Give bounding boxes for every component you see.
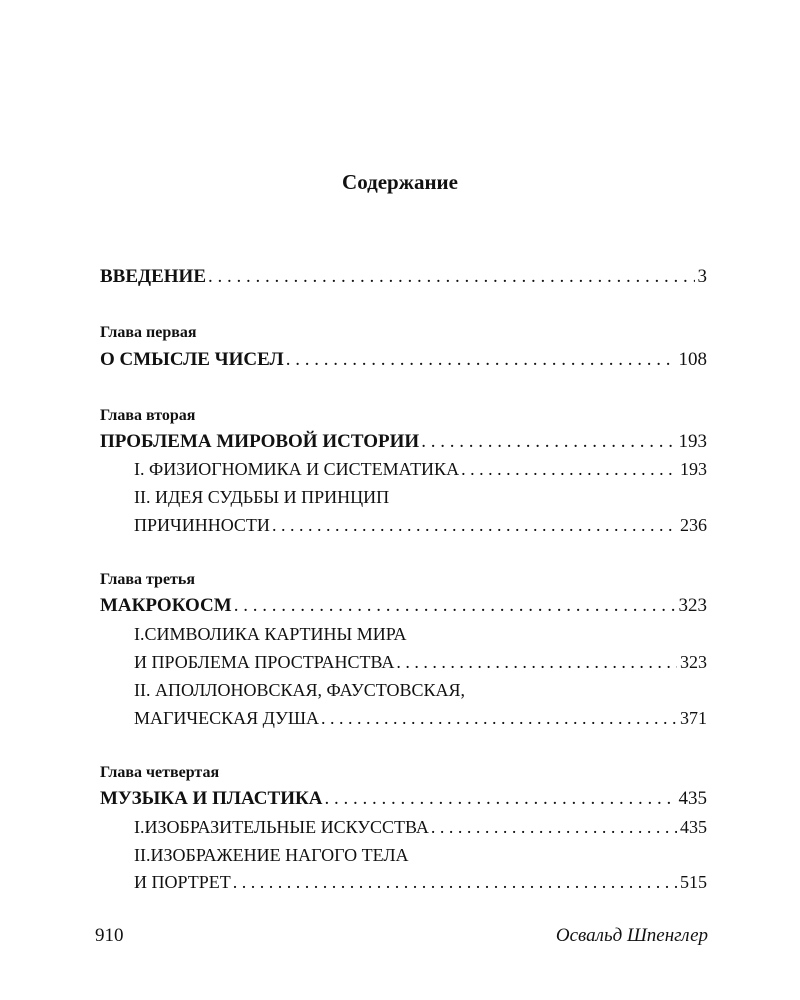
chapter-heading: Глава третья <box>100 571 196 588</box>
toc-subentry[interactable] <box>134 706 707 730</box>
chapter-heading: Глава первая <box>100 324 197 341</box>
toc-subentry[interactable] <box>134 870 707 894</box>
toc-entry-title: ПРОБЛЕМА МИРОВОЙ ИСТОРИИ <box>100 431 420 452</box>
toc-page-number: 108 <box>678 349 707 370</box>
toc-page-number: 193 <box>680 459 707 479</box>
leader-dots <box>396 650 677 674</box>
toc-subentry-line[interactable]: II. ИДЕЯ СУДЬБЫ И ПРИНЦИП <box>134 487 390 507</box>
toc-entry-title: I.ИЗОБРАЗИТЕЛЬНЫЕ ИСКУССТВА <box>134 817 429 837</box>
toc-entry-chapter-4[interactable] <box>100 787 707 811</box>
toc-entry-title: МАКРОКОСМ <box>100 595 232 616</box>
footer-author: Освальд Шпенглер <box>555 925 708 946</box>
toc-entry-chapter-2[interactable] <box>100 430 707 454</box>
leader-dots <box>233 870 677 894</box>
toc-subentry[interactable] <box>134 815 707 839</box>
leader-dots <box>272 513 677 537</box>
toc-entry-title: МУЗЫКА И ПЛАСТИКА <box>100 788 323 809</box>
toc-subentry-line[interactable]: II. АПОЛЛОНОВСКАЯ, ФАУСТОВСКАЯ, <box>134 680 466 700</box>
toc-subentry-line[interactable]: II.ИЗОБРАЖЕНИЕ НАГОГО ТЕЛА <box>134 845 409 865</box>
toc-subentry[interactable] <box>134 650 707 674</box>
footer-page-number: 910 <box>95 925 124 946</box>
leader-dots <box>324 787 675 811</box>
toc-entry-chapter-3[interactable] <box>100 594 707 618</box>
leader-dots <box>321 706 677 730</box>
toc-entry-title: О СМЫСЛЕ ЧИСЕЛ <box>100 349 284 370</box>
toc-page-number: 193 <box>678 431 707 452</box>
toc-entry-chapter-1[interactable] <box>100 348 707 372</box>
leader-dots <box>286 348 676 372</box>
toc-entry-title: ВВЕДЕНИЕ <box>100 266 206 287</box>
toc-page-number: 435 <box>680 817 707 837</box>
toc-page-number: 515 <box>680 872 707 892</box>
toc-entry-title: ПРИЧИННОСТИ <box>134 515 270 535</box>
toc-entry-title: I. ФИЗИОГНОМИКА И СИСТЕМАТИКА <box>134 459 460 479</box>
toc-page-number: 435 <box>678 788 707 809</box>
chapter-heading: Глава вторая <box>100 407 196 424</box>
page-title: Содержание <box>342 170 458 194</box>
toc-page-number: 323 <box>678 595 707 616</box>
toc-subentry[interactable] <box>134 457 707 481</box>
chapter-heading: Глава четвертая <box>100 764 220 781</box>
toc-entry-title: И ПОРТРЕТ <box>134 872 231 892</box>
leader-dots <box>421 430 675 454</box>
leader-dots <box>461 457 677 481</box>
leader-dots <box>208 265 695 289</box>
toc-entry-title: МАГИЧЕСКАЯ ДУША <box>134 708 320 728</box>
toc-entry-introduction[interactable] <box>100 265 707 289</box>
toc-subentry-line[interactable]: I.СИМВОЛИКА КАРТИНЫ МИРА <box>134 624 407 644</box>
leader-dots <box>234 594 676 618</box>
toc-entry-title: И ПРОБЛЕМА ПРОСТРАНСТВА <box>134 652 395 672</box>
toc-page-number: 323 <box>680 652 707 672</box>
toc-page-number: 236 <box>680 515 707 535</box>
toc-page-number: 371 <box>680 708 707 728</box>
toc-page-number: 3 <box>697 266 707 287</box>
leader-dots <box>431 815 677 839</box>
toc-subentry[interactable] <box>134 513 707 537</box>
